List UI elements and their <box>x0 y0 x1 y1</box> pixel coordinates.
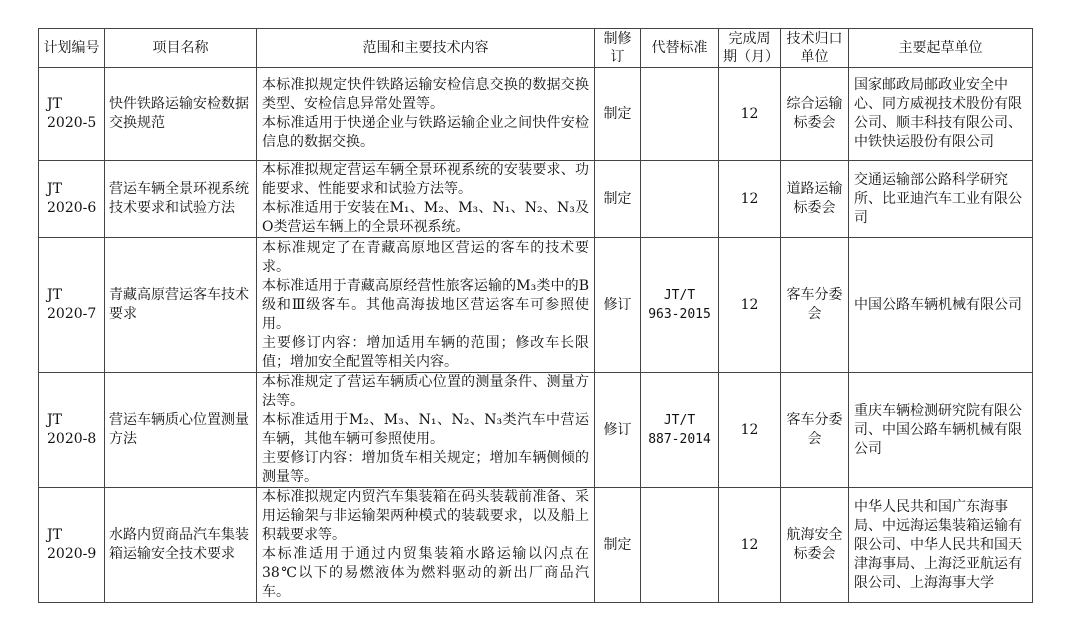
technical-dept: 客车分委会 <box>781 238 849 373</box>
scope-paragraph: 本标准适用于青藏高原经营性旅客运输的M₃类中的B级和Ⅲ级客车。其他高海拔地区营运客车可参照使用。 <box>262 277 589 332</box>
scope-cell <box>257 373 595 488</box>
plan-number-prefix: JT <box>47 527 62 543</box>
scope-paragraph: 主要修订内容：增加货车相关规定；增加车辆侧倾的测量等。 <box>262 450 589 485</box>
revision-type: 修订 <box>595 373 641 488</box>
revision-type: 制定 <box>595 161 641 238</box>
project-name: 营运车辆质心位置测量方法 <box>105 373 257 488</box>
table-row <box>39 373 1033 488</box>
completion-period: 12 <box>719 161 781 238</box>
table-row <box>39 238 1033 373</box>
header-scope: 范围和主要技术内容 <box>257 29 595 68</box>
plan-number-prefix: JT <box>47 412 62 428</box>
completion-period: 12 <box>719 373 781 488</box>
plan-number-prefix: JT <box>47 181 62 197</box>
revision-type: 修订 <box>595 238 641 373</box>
plan-number <box>39 161 105 238</box>
replaced-standard <box>641 68 719 161</box>
table-row <box>39 488 1033 603</box>
scope-paragraph: 本标准规定了在青藏高原地区营运的客车的技术要求。 <box>262 239 589 275</box>
scope-paragraph: 本标准拟规定快件铁路运输安检信息交换的数据交换类型、安检信息异常处置等。 <box>262 77 589 112</box>
revision-type: 制定 <box>595 488 641 603</box>
drafting-units: 交通运输部公路科学研究所、比亚迪汽车工业有限公司 <box>849 161 1033 238</box>
scope-paragraph: 本标准规定了营运车辆质心位置的测量条件、测量方法等。 <box>262 374 589 409</box>
scope-paragraph: 本标准拟规定营运车辆全景环视系统的安装要求、功能要求、性能要求和试验方法等。 <box>262 162 589 197</box>
scope-paragraph: 本标准适用于通过内贸集装箱水路运输以闪点在38℃以下的易燃液体为燃料驱动的新出厂商品汽车。 <box>262 546 589 600</box>
drafting-units: 国家邮政局邮政业安全中心、同方威视技术股份有限公司、顺丰科技有限公司、中铁快运股份有限公司 <box>849 68 1033 161</box>
table-row <box>39 68 1033 161</box>
scope-paragraph: 本标准适用于安装在M₁、M₂、M₃、N₁、N₂、N₃及O类营运车辆上的全景环视系统。 <box>262 200 589 235</box>
replaced-standard <box>641 488 719 603</box>
replaced-standard: JT/T 963-2015 <box>641 238 719 373</box>
technical-dept: 航海安全标委会 <box>781 488 849 603</box>
scope-cell <box>257 488 595 603</box>
plan-number-code: 2020-6 <box>47 200 97 216</box>
replaced-standard <box>641 161 719 238</box>
header-project-name: 项目名称 <box>105 29 257 68</box>
table-row <box>39 161 1033 238</box>
plan-number-prefix: JT <box>47 287 62 303</box>
project-name: 水路内贸商品汽车集装箱运输安全技术要求 <box>105 488 257 603</box>
standards-plan-table <box>38 28 1033 603</box>
scope-paragraph: 本标准拟规定内贸汽车集装箱在码头装载前准备、采用运输架与非运输架两种模式的装载要求，以及船上积载要求等。 <box>262 489 589 543</box>
plan-number-code: 2020-8 <box>47 431 97 447</box>
header-replaced-standard: 代替标准 <box>641 29 719 68</box>
completion-period: 12 <box>719 488 781 603</box>
completion-period: 12 <box>719 68 781 161</box>
project-name: 青藏高原营运客车技术要求 <box>105 238 257 373</box>
plan-number-code: 2020-9 <box>47 546 97 562</box>
plan-number-code: 2020-7 <box>47 306 97 322</box>
plan-number <box>39 373 105 488</box>
revision-type: 制定 <box>595 68 641 161</box>
table-header-row <box>39 29 1033 68</box>
scope-paragraph: 主要修订内容：增加适用车辆的范围；修改车长限值；增加安全配置等相关内容。 <box>262 334 589 370</box>
scope-cell <box>257 68 595 161</box>
plan-number <box>39 68 105 161</box>
standards-table-wrapper <box>38 28 1032 603</box>
completion-period: 12 <box>719 238 781 373</box>
header-technical-dept: 技术归口单位 <box>781 29 849 68</box>
drafting-units: 中国公路车辆机械有限公司 <box>849 238 1033 373</box>
scope-cell <box>257 161 595 238</box>
drafting-units: 重庆车辆检测研究院有限公司、中国公路车辆机械有限公司 <box>849 373 1033 488</box>
scope-cell <box>257 238 595 373</box>
project-name: 快件铁路运输安检数据交换规范 <box>105 68 257 161</box>
drafting-units: 中华人民共和国广东海事局、中远海运集装箱运输有限公司、中华人民共和国天津海事局、上海泛亚航运有限公司、上海海事大学 <box>849 488 1033 603</box>
technical-dept: 道路运输标委会 <box>781 161 849 238</box>
plan-number-prefix: JT <box>47 96 62 112</box>
header-revision-type: 制修订 <box>595 29 641 68</box>
replaced-standard: JT/T 887-2014 <box>641 373 719 488</box>
plan-number <box>39 238 105 373</box>
scope-paragraph: 本标准适用于M₂、M₃、N₁、N₂、N₃类汽车中营运车辆，其他车辆可参照使用。 <box>262 412 589 447</box>
plan-number-code: 2020-5 <box>47 115 97 131</box>
technical-dept: 客车分委会 <box>781 373 849 488</box>
scope-paragraph: 本标准适用于快递企业与铁路运输企业之间快件安检信息的数据交换。 <box>262 115 589 150</box>
technical-dept: 综合运输标委会 <box>781 68 849 161</box>
header-drafting-units: 主要起草单位 <box>849 29 1033 68</box>
header-plan-no: 计划编号 <box>39 29 105 68</box>
header-period: 完成周期（月） <box>719 29 781 68</box>
plan-number <box>39 488 105 603</box>
project-name: 营运车辆全景环视系统技术要求和试验方法 <box>105 161 257 238</box>
